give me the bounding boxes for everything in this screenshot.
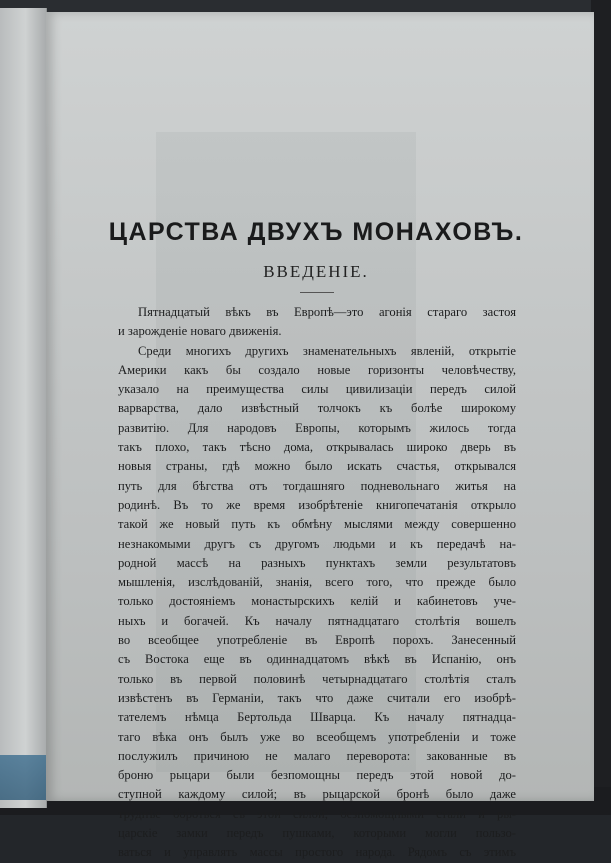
text-line: извѣстенъ въ Германіи, такъ что даже считали его изобрѣ- xyxy=(118,690,516,705)
text-line: и зарожденіе новаго движенія. xyxy=(118,324,282,339)
book-cover-edge xyxy=(0,755,52,800)
text-line: царскіе замки передъ пушками, которыми могли пользо- xyxy=(118,826,516,841)
section-heading: ВВЕДЕНІЕ. xyxy=(263,262,369,281)
text-line: тателемъ нѣмца Бертольда Шварца. Къ началу пятнадца- xyxy=(118,710,516,725)
text-line: во всеобщее употребленіе въ Европѣ порохъ. Занесенный xyxy=(118,633,516,648)
text-line: ныхъ и богачей. Къ началу пятнадцатаго столѣтія вошелъ xyxy=(118,613,516,628)
text-line: таго вѣка онъ былъ уже во всеобщемъ употребленіи и тоже xyxy=(118,729,516,744)
text-line: только въ первой половинѣ четырнадцатаго столѣтія сталъ xyxy=(118,671,516,686)
text-line: съ Востока еще въ одиннадцатомъ вѣкѣ въ Испанію, онъ xyxy=(118,652,516,667)
text-line: ваться и управлять массы простого народа. Рядомъ съ этимъ xyxy=(118,845,516,860)
body-text xyxy=(118,303,516,863)
text-line: родинѣ. Въ то же время изобрѣтеніе книгопечатанія открыло xyxy=(118,497,516,512)
text-line: незнакомыми другъ съ другомъ людьми и къ передачѣ на- xyxy=(118,536,516,551)
text-line: Америки какъ бы создало новые горизонты человѣчеству, xyxy=(118,362,516,377)
text-line: развитію. Для народовъ Европы, которымъ жилось тогда xyxy=(118,420,516,435)
text-line: мышленія, изслѣдованій, знанія, всего того, что прежде было xyxy=(118,575,516,590)
text-line: такъ плохо, такъ тѣсно дома, открывалась широко дверь въ xyxy=(118,440,516,455)
text-line: послужилъ причиною не малаго переворота: закованные въ xyxy=(118,748,516,763)
text-line: ступной каждому силой; въ рыцарской бронѣ было даже xyxy=(118,787,516,802)
text-line: Пятнадцатый вѣкъ въ Европѣ—это агонія стараго застоя xyxy=(138,305,516,319)
text-line: труднѣе бороться съ этой силой; безпомощными стали и ры- xyxy=(118,806,516,821)
text-line: такой же новый путь къ обмѣну мыслями между совершенно xyxy=(118,517,516,532)
text-line: новыя страны, гдѣ можно было искать счастья, открывался xyxy=(118,459,516,474)
text-line: путь для бѣгства отъ тогдашняго подневольнаго житья на xyxy=(118,478,516,493)
chapter-title: ЦАРСТВА ДВУХЪ МОНАХОВЪ. xyxy=(108,218,524,246)
text-line: варварства, дало извѣстный толчокъ къ болѣе широкому xyxy=(118,401,516,416)
text-line: родной массѣ на разныхъ пунктахъ земли результатовъ xyxy=(118,555,516,570)
background-right xyxy=(591,0,611,815)
text-line: Среди многихъ другихъ знаменательныхъ явленій, открытіе xyxy=(138,343,516,358)
text-line: указало на преимущества силы цивилизаціи передъ силой xyxy=(118,382,516,397)
text-line: броню рыцари были безпомощны передъ этой новой до- xyxy=(118,768,516,783)
text-line: только достояніемъ монастырскихъ келій и кабинетовъ уче- xyxy=(118,594,516,609)
previous-page-edge xyxy=(0,8,47,808)
divider xyxy=(300,292,334,293)
